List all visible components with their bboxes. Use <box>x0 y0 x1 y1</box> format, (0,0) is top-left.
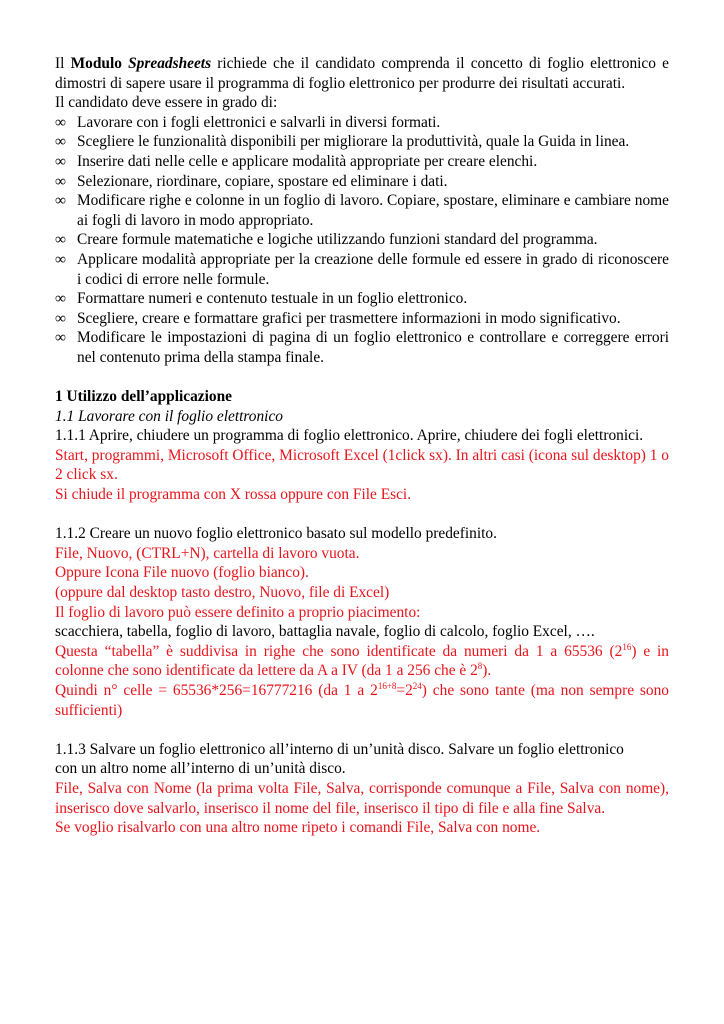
section-112-cell-count: Quindi n° celle = 65536*256=16777216 (da 1 a $2^{16+8}=2^{24}$) che sono tante (ma non sempre sono sufficienti) <box>55 681 669 719</box>
intro-paragraph <box>55 54 669 93</box>
section-title: 1 Utilizzo dell’applicazione <box>55 388 232 406</box>
section-113-resave: Se voglio risalvarlo con una altro nome ripeto i comandi File, Salva con nome. <box>55 819 541 837</box>
section-112-synonyms: scacchiera, tabella, foglio di lavoro, battaglia navale, foglio di calcolo, foglio Excel, …. <box>55 623 595 641</box>
list-item: ∞ Inserire dati nelle celle e applicare modalità appropriate per creare elenchi. <box>55 152 538 170</box>
infinity-bullet-icon: ∞ <box>55 290 66 308</box>
infinity-bullet-icon: ∞ <box>55 329 66 347</box>
spacer <box>55 368 669 388</box>
section-subtitle: 1.1 Lavorare con il foglio elettronico <box>55 407 283 425</box>
infinity-bullet-icon: ∞ <box>55 172 66 190</box>
section-111-heading: 1.1.1 Aprire, chiudere un programma di foglio elettronico. Aprire, chiudere dei fogli elettronici. <box>55 427 644 445</box>
section-112-line-3: (oppure dal desktop tasto destro, Nuovo, file di Excel) <box>55 584 390 602</box>
infinity-bullet-icon: ∞ <box>55 309 66 327</box>
infinity-bullet-icon: ∞ <box>55 152 66 170</box>
list-item: ∞ Creare formule matematiche e logiche utilizzando funzioni standard del programma. <box>55 231 598 249</box>
section-112-heading: 1.1.2 Creare un nuovo foglio elettronico basato sul modello predefinito. <box>55 525 497 543</box>
intro-spreadsheets: Spreadsheets <box>128 55 212 72</box>
list-item: ∞ Modificare righe e colonne in un foglio di lavoro. Copiare, spostare, eliminare e cambiare nome ai fogli di lavoro in modo appropriato. <box>55 192 669 229</box>
section-113-instructions: File, Salva con Nome (la prima volta File, Salva, corrisponde comunque a File, Salva con nome), inserisco dove salvarlo, inserisco il nome del file, inserisco il tipo di file e alla fine Salva. <box>55 779 669 817</box>
section-112-line-1: File, Nuovo, (CTRL+N), cartella di lavoro vuota. <box>55 544 360 562</box>
infinity-bullet-icon: ∞ <box>55 250 66 268</box>
spacer <box>55 720 669 740</box>
list-item: ∞ Scegliere, creare e formattare grafici per trasmettere informazioni in modo significativo. <box>55 309 621 327</box>
section-113-line-2: con un altro nome all’interno di un’unità disco. <box>55 760 346 778</box>
section-112-rows-columns: Questa “tabella” è suddivisa in righe che sono identificate da numeri da 1 a 65536 $(2^{16})$ e in colonne che sono identificate da lettere da A a IV (da 1 a 256 che è $2^8$). <box>55 641 669 680</box>
list-item: ∞ Selezionare, riordinare, copiare, spostare ed eliminare i dati. <box>55 172 448 190</box>
spacer <box>55 505 669 525</box>
intro-lead: Il candidato deve essere in grado di: <box>55 94 278 112</box>
list-item: ∞ Lavorare con i fogli elettronici e salvarli in diversi formati. <box>55 113 441 131</box>
list-item: ∞ Modificare le impostazioni di pagina di un foglio elettronico e controllare e correggere errori nel contenuto prima della stampa finale. <box>55 329 669 366</box>
infinity-bullet-icon: ∞ <box>55 133 66 151</box>
list-item: ∞ Applicare modalità appropriate per la creazione delle formule ed essere in grado di riconoscere i codici di errore nelle formule. <box>55 250 669 288</box>
section-111-close: Si chiude il programma con X rossa oppure con File Esci. <box>55 486 412 504</box>
infinity-bullet-icon: ∞ <box>55 113 66 131</box>
intro-modulo: Modulo <box>70 55 129 72</box>
section-112-line-4: Il foglio di lavoro può essere definito a proprio piacimento: <box>55 603 421 621</box>
intro-rest: richiede che il candidato comprenda il concetto di foglio elettronico e dimostri di sapere usare il programma di foglio elettronico per produrre dei risultati accurati. <box>55 55 669 92</box>
skills-list <box>55 113 669 368</box>
section-112-line-2: Oppure Icona File nuovo (foglio bianco). <box>55 564 309 582</box>
section-111-instructions: Start, programmi, Microsoft Office, Microsoft Excel (1click sx). In altri casi (icona sul desktop) 1 o 2 click sx. <box>55 446 669 484</box>
intro-text-il: Il <box>55 55 71 72</box>
infinity-bullet-icon: ∞ <box>55 192 66 210</box>
document-page <box>55 54 669 838</box>
list-item: ∞ Scegliere le funzionalità disponibili per migliorare la produttività, quale la Guida in linea. <box>55 133 630 151</box>
section-113-heading: 1.1.3 Salvare un foglio elettronico all’interno di un’unità disco. Salvare un foglio elettronico <box>55 740 624 758</box>
list-item: ∞ Formattare numeri e contenuto testuale in un foglio elettronico. <box>55 290 468 308</box>
infinity-bullet-icon: ∞ <box>55 231 66 249</box>
